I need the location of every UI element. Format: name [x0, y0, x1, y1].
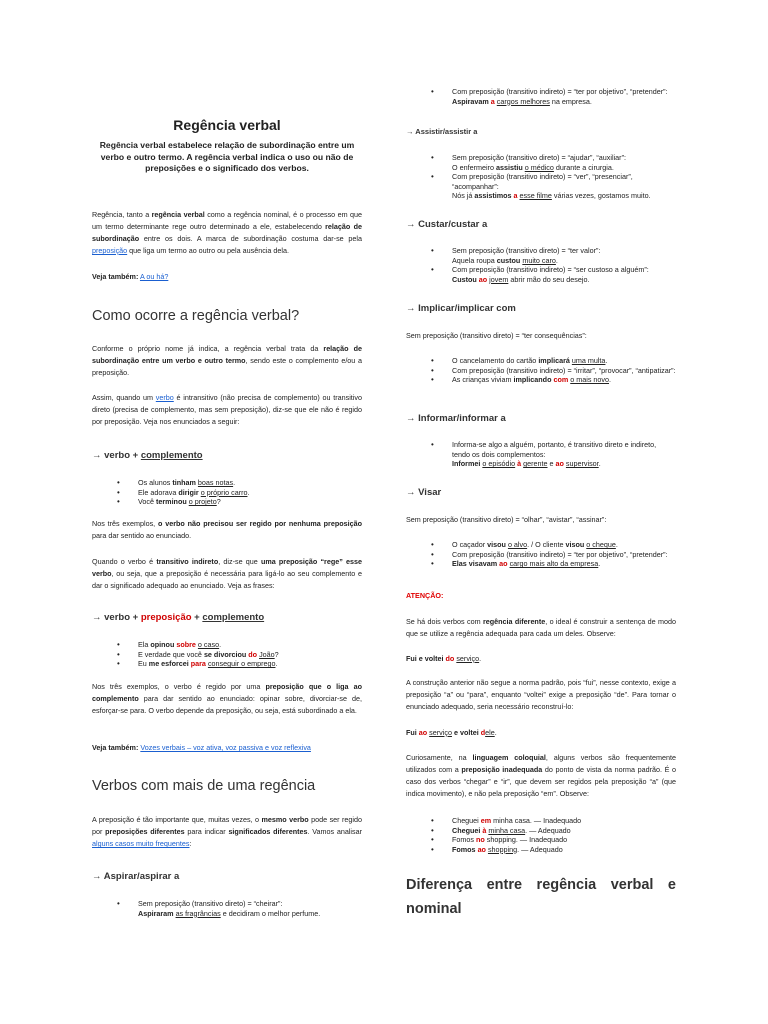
list-item: • Com preposição (transitivo indireto) = “ser custoso a alguém”: Custou ao jovem abrir mão do seu desejo. [452, 265, 676, 284]
example-list-informar [452, 440, 676, 469]
list-item: • Sem preposição (transitivo direto) = “ter valor”: Aquela roupa custou muito caro. [452, 246, 676, 265]
section-heading-diferenca: Diferença entre regência verbal e nominal [406, 877, 676, 917]
example-list-implicar [452, 356, 676, 385]
paragraph-atencao: Se há dois verbos com regência diferente, o ideal é construir a sentença de modo que se utilize a regência adequada para cada um deles. Observe: [406, 617, 676, 638]
subheading-verbo-complemento: → verbo + complemento [92, 450, 203, 461]
list-item: • Fomos ao shopping. — Adequado [452, 845, 676, 855]
paragraph-3: Assim, quando um verbo é intransitivo (não precisa de complemento) ou transitivo direto (precisa de complemento, mas sem preposição), diz-se que ele não é regido por preposição. Veja nos enunciados a seguir: [92, 393, 362, 426]
list-item: • Elas visavam ao cargo mais alto da empresa. [452, 559, 676, 569]
list-item: • Você terminou o projeto? [138, 497, 362, 507]
paragraph-norma: A construção anterior não segue a norma padrão, pois “fui”, nesse contexto, exige a preposição “a” ou “para”, enquanto “voltei” exige a preposição “de”. Para tornar o enunciado adequado, seria necessário reconstruí-lo: [406, 678, 676, 711]
attention-label: ATENÇÃO: [406, 591, 444, 600]
list-item: • Os alunos tinham boas notas. [138, 478, 362, 488]
example-list-assistir [452, 153, 676, 201]
paragraph-2: Conforme o próprio nome já indica, a regência verbal trata da relação de subordinação entre um verbo e outro termo, sendo este o complemento e/ou a preposição. [92, 344, 363, 377]
see-also-2: Veja também: Vozes verbais – voz ativa, voz passiva e voz reflexiva [92, 743, 311, 752]
list-item: • O caçador visou o alvo. / O cliente visou o cheque. [452, 540, 676, 550]
vozes-verbais-link[interactable]: Vozes verbais – voz ativa, voz passiva e voz reflexiva [140, 743, 311, 752]
list-item: • Ela opinou sobre o caso. [138, 640, 362, 650]
list-item: • Cheguei em minha casa. — Inadequado [452, 816, 676, 826]
paragraph-visar: Sem preposição (transitivo direto) = “olhar”, “avistar”, “assinar”: [406, 515, 607, 524]
list-item: • E verdade que você se divorciou do João? [138, 650, 362, 660]
example-list-1 [138, 478, 362, 507]
subheading-assistir: → Assistir/assistir a [406, 127, 478, 136]
lead-paragraph: Regência verbal estabelece relação de subordinação entre um verbo e outro termo. A regência verbal indica o uso ou não de preposições e o significado dos verbos. [99, 140, 355, 173]
list-item: • Fomos no shopping. — Inadequado [452, 835, 676, 845]
preposicao-link[interactable]: preposição [92, 246, 128, 255]
list-item: • Cheguei à minha casa. — Adequado [452, 826, 676, 836]
section-heading-como-ocorre: Como ocorre a regência verbal? [92, 308, 300, 324]
subheading-aspirar: → Aspirar/aspirar a [92, 871, 180, 882]
paragraph-coloquial: Curiosamente, na linguagem coloquial, alguns verbos são frequentemente utilizados com a preposição inadequada do ponto de vista da norma padrão. É o caso dos verbos “chegar” e “ir”, que devem ser regidos pela preposição “a” (que indica movimento), e não pela preposição “em”. Observe: [406, 753, 676, 798]
subheading-informar: → Informar/informar a [406, 413, 506, 424]
a-ou-ha-link[interactable]: A ou há? [139, 272, 169, 281]
example-fui-voltei: Fui e voltei do serviço. [406, 654, 482, 663]
list-item: • Sem preposição (transitivo direto) = “ajudar”, “auxiliar”: O enfermeiro assistiu o médico durante a cirurgia. [452, 153, 676, 172]
example-list-chegar [452, 816, 676, 854]
example-list-visar [452, 540, 676, 569]
list-item: • Com preposição (transitivo indireto) = “ter por objetivo”, “pretender”: Aspiravam a cargos melhores na empresa. [452, 87, 676, 106]
paragraph-4: Nos três exemplos, o verbo não precisou ser regido por nenhuma preposição para dar sentido ao enunciado. [92, 519, 362, 540]
subheading-custar: → Custar/custar a [406, 219, 488, 230]
section-heading-mais-de-uma-regencia: Verbos com mais de uma regência [92, 778, 316, 794]
example-list-aspirar-2 [452, 87, 676, 106]
example-fui-ao-servico: Fui ao serviço e voltei dele. [406, 728, 497, 737]
list-item: • Sem preposição (transitivo direto) = “cheirar”: Aspiraram as fragrâncias e decidiram o melhor perfume. [138, 899, 362, 918]
paragraph-5: Quando o verbo é transitivo indireto, diz-se que uma preposição “rege” esse verbo, ou seja, que a preposição é necessária para ligá-lo ao seu complemento e dar o significado adequado ao enunciado. Veja as frases: [92, 557, 363, 590]
example-list-custar [452, 246, 676, 284]
subheading-visar: → Visar [406, 487, 442, 498]
paragraph-7: A preposição é tão importante que, muitas vezes, o mesmo verbo pode ser regido por preposições diferentes para indicar significados diferentes. Vamos analisar alguns casos muito frequentes: [92, 815, 362, 848]
example-list-2 [138, 640, 362, 669]
list-item: • Eu me esforcei para conseguir o emprego. [138, 659, 362, 669]
list-item: • Com preposição (transitivo indireto) = “ver”, “presenciar”, “acompanhar”: Nós já assistimos a esse filme várias vezes, gostamos muito. [452, 172, 676, 201]
list-item: • As crianças viviam implicando com o mais novo. [452, 375, 676, 385]
paragraph-implicar: Sem preposição (transitivo direto) = “ter consequências”: [406, 331, 587, 340]
see-also-1: Veja também: A ou há? [92, 272, 169, 281]
list-item: • Ele adorava dirigir o próprio carro. [138, 488, 362, 498]
list-item: • O cancelamento do cartão implicará uma multa. [452, 356, 676, 366]
intro-paragraph: Regência, tanto a regência verbal como a regência nominal, é o processo em que um termo determinante rege outro determinado a ele, estabelecendo relação de subordinação entre os dois. A marca de subordinação costuma dar-se pela preposição que liga um termo ao outro ou pela ausência dela. [92, 210, 362, 255]
paragraph-6: Nos três exemplos, o verbo é regido por uma preposição que o liga ao complemento para dar sentido ao enunciado: opinar sobre, divorciar-se de, esforçar-se para. O verbo depende da preposição, ou seja, está subordinado a ela. [92, 682, 362, 715]
subheading-implicar: → Implicar/implicar com [406, 303, 516, 314]
example-list-3 [138, 899, 362, 918]
subheading-verbo-preposicao-complemento: → verbo + preposição + complemento [92, 612, 265, 623]
page-title: Regência verbal [173, 117, 281, 133]
list-item: • Informa-se algo a alguém, portanto, é transitivo direto e indireto, tendo os dois complementos: Informei o episódio à gerente e ao supervisor. [452, 440, 676, 469]
verbo-link[interactable]: verbo [155, 393, 174, 402]
list-item: • Com preposição (transitivo indireto) = “irritar”, “provocar”, “antipatizar”: [452, 366, 676, 376]
casos-frequentes-link[interactable]: alguns casos muito frequentes [92, 839, 190, 848]
list-item: • Com preposição (transitivo indireto) = “ter por objetivo”, “pretender”: [452, 550, 676, 560]
